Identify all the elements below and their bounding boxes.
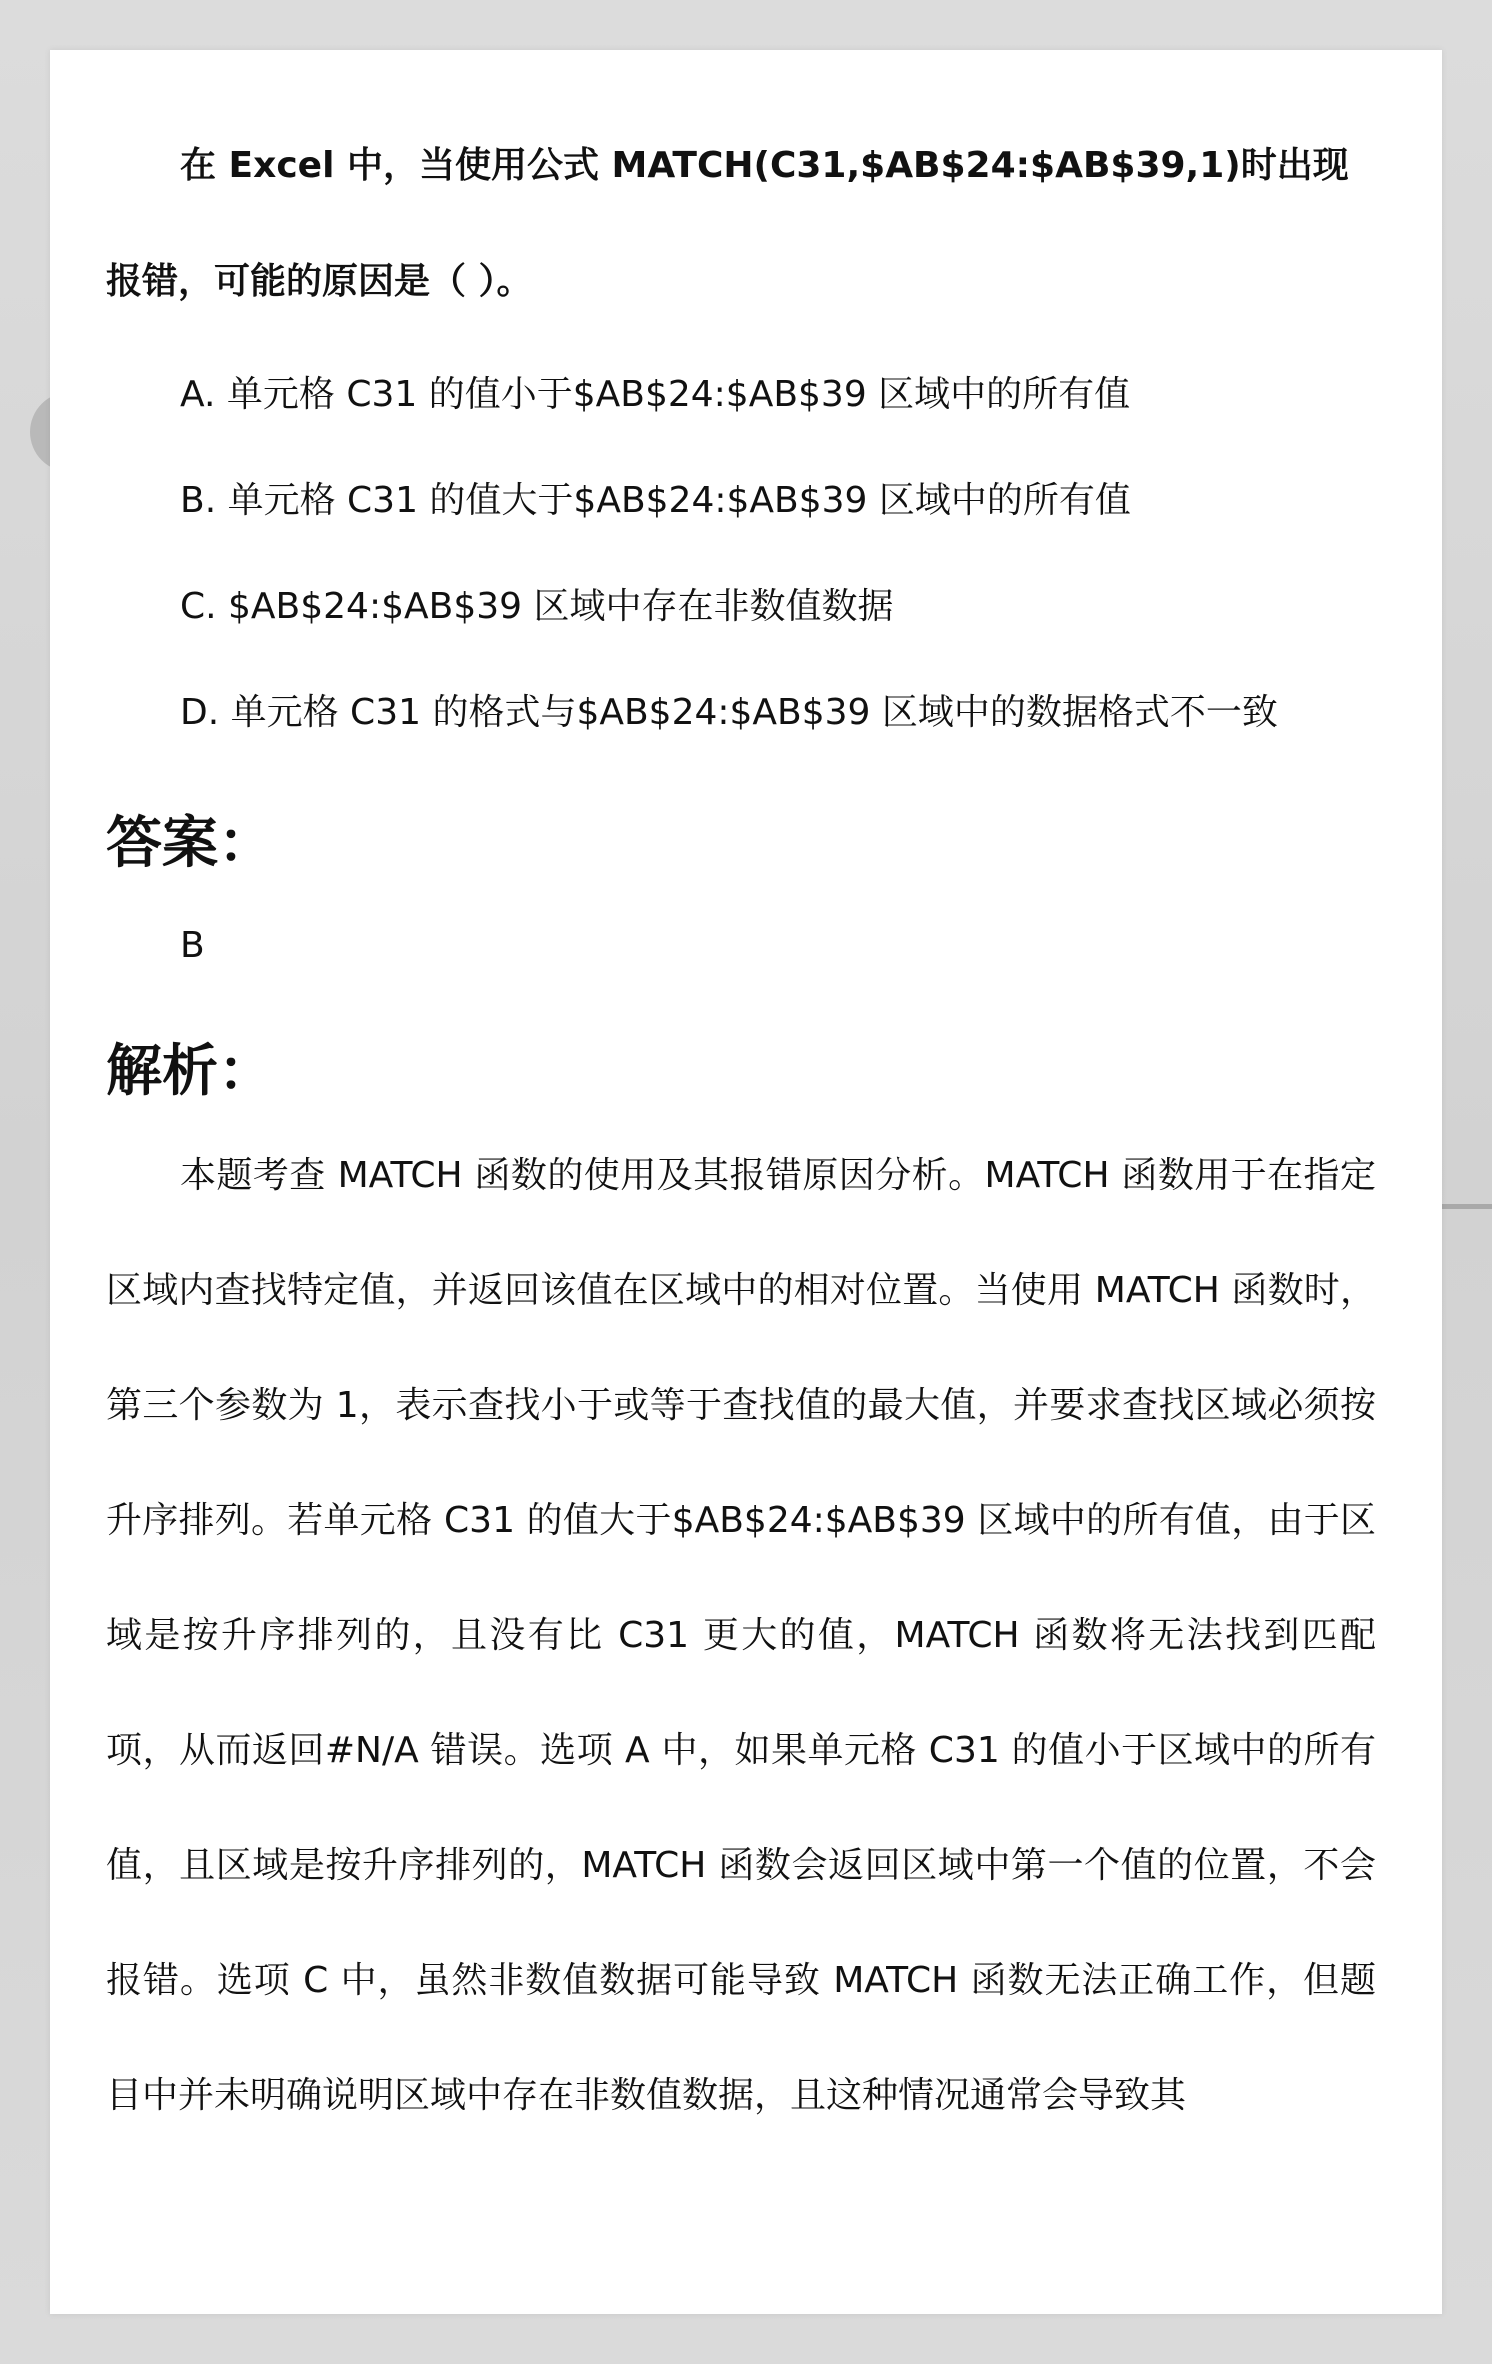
option-a: A. 单元格 C31 的值小于$AB$24:$AB$39 区域中的所有值: [180, 374, 1131, 415]
document-content: [106, 132, 1376, 2153]
option-d: D. 单元格 C31 的格式与$AB$24:$AB$39 区域中的数据格式不一致: [180, 692, 1278, 733]
option-b: B. 单元格 C31 的值大于$AB$24:$AB$39 区域中的所有值: [180, 480, 1131, 521]
answer-value: B: [180, 925, 205, 966]
option-c: C. $AB$24:$AB$39 区域中存在非数值数据: [180, 586, 894, 627]
analysis-text: 本题考查 MATCH 函数的使用及其报错原因分析。MATCH 函数用于在指定区域内查找特定值，并返回该值在区域中的相对位置。当使用 MATCH 函数时，第三个参数为 1，表示查找小于或等于查找值的最大值，并要求查找区域必须按升序排列。若单元格 C31 的值大于$AB$24:$AB$39 区域中的所有值，由于区域是按升序排列的，且没有比 C31 更大的值，MATCH 函数将无法找到匹配项，从而返回#N/A 错误。选项 A 中，如果单元格 C31 的值小于区域中的所有值，且区域是按升序排列的，MATCH 函数会返回区域中第一个值的位置，不会报错。选项 C 中，虽然非数值数据可能导致 MATCH 函数无法正确工作，但题目中并未明确说明区域中存在非数值数据，且这种情况通常会导致其: [106, 1155, 1376, 2116]
background-edge-line: [1436, 1204, 1492, 1209]
answer-heading: 答案：: [106, 811, 274, 876]
analysis-heading: 解析：: [106, 1039, 274, 1104]
document-page: [50, 50, 1442, 2314]
question-text: 在 Excel 中，当使用公式 MATCH(C31,$AB$24:$AB$39,1)时出现报错，可能的原因是（ ）。: [106, 145, 1349, 302]
option-list: [106, 342, 1376, 766]
